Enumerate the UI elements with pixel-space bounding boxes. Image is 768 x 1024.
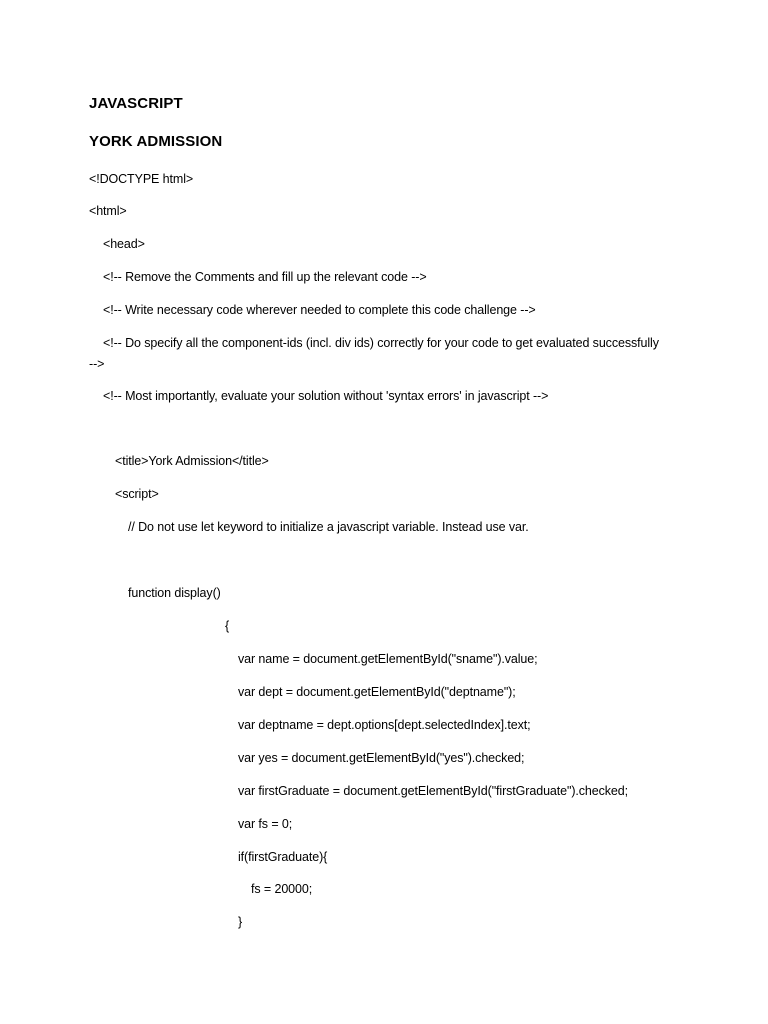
- code-line: <!-- Do specify all the component-ids (incl. div ids) correctly for your code to get evaluated successfully: [103, 336, 659, 350]
- code-line: var dept = document.getElementById("deptname");: [238, 685, 516, 699]
- code-line: fs = 20000;: [251, 882, 313, 896]
- code-line: }: [238, 915, 243, 929]
- code-line: if(firstGraduate){: [238, 850, 328, 864]
- code-line: <html>: [89, 204, 127, 218]
- code-line: <title>York Admission</title>: [115, 454, 269, 468]
- code-line: var fs = 0;: [238, 817, 293, 831]
- code-line: -->: [89, 357, 105, 371]
- code-line: <script>: [115, 487, 159, 501]
- document-title: JAVASCRIPT: [89, 95, 183, 112]
- code-line: {: [225, 619, 230, 633]
- code-line: <!-- Write necessary code wherever needed to complete this code challenge -->: [103, 303, 536, 317]
- document-subtitle: YORK ADMISSION: [89, 133, 223, 150]
- code-line: function display(): [128, 586, 221, 600]
- code-line: var firstGraduate = document.getElementById("firstGraduate").checked;: [238, 784, 629, 798]
- code-line: <!-- Most importantly, evaluate your solution without 'syntax errors' in javascript -->: [103, 389, 549, 403]
- code-line: <head>: [103, 237, 145, 251]
- code-line: <!-- Remove the Comments and fill up the relevant code -->: [103, 270, 427, 284]
- code-line: var yes = document.getElementById("yes").checked;: [238, 751, 525, 765]
- code-line: var name = document.getElementById("sname").value;: [238, 652, 538, 666]
- code-line: // Do not use let keyword to initialize a javascript variable. Instead use var.: [128, 520, 529, 534]
- code-line: var deptname = dept.options[dept.selectedIndex].text;: [238, 718, 531, 732]
- code-line: <!DOCTYPE html>: [89, 172, 194, 186]
